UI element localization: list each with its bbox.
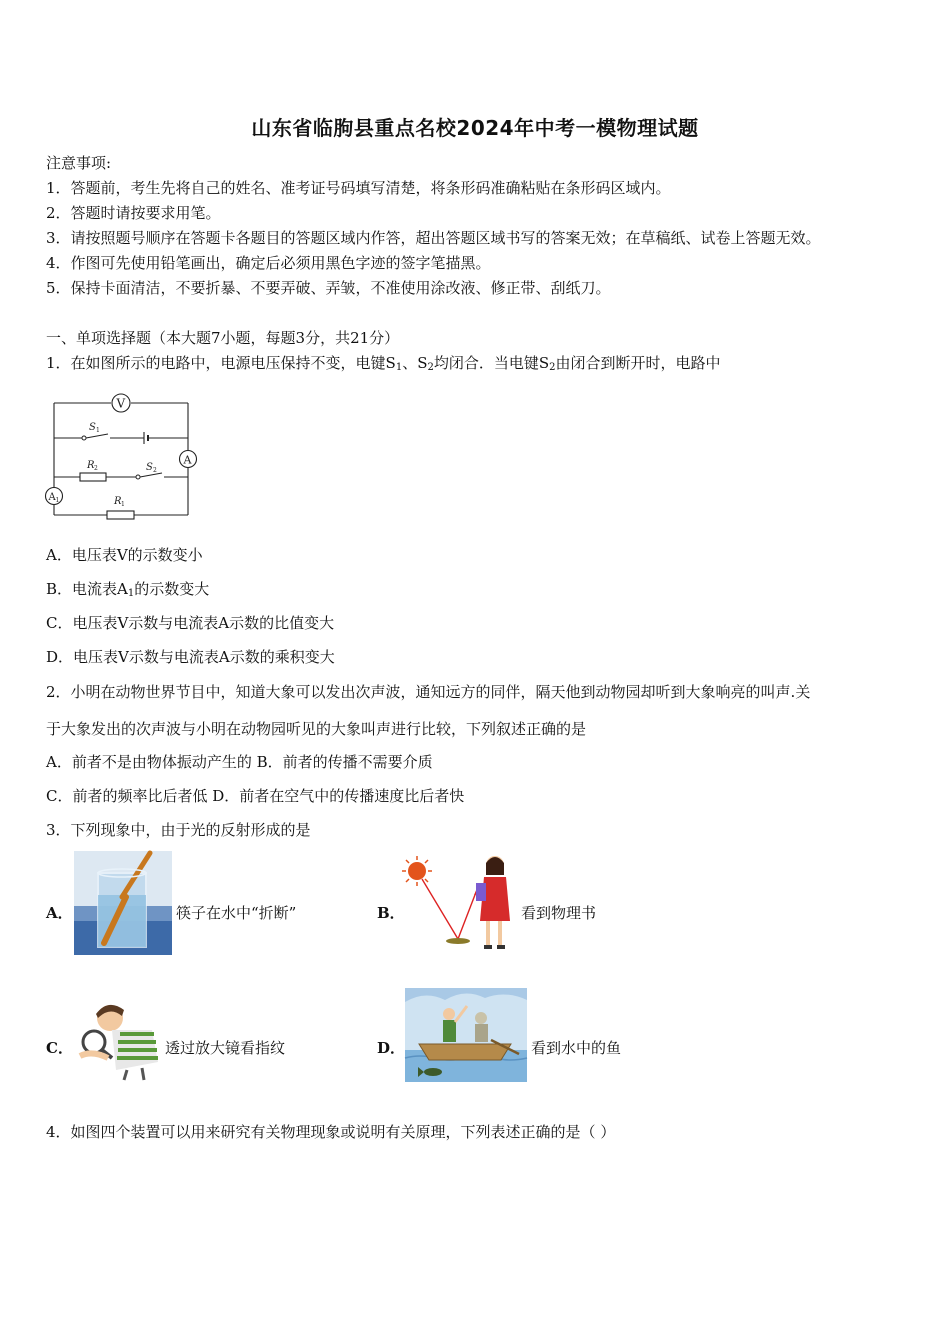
r1-subscript: 1 bbox=[121, 501, 125, 508]
q1-circuit-diagram bbox=[44, 393, 204, 523]
q3-option-a-text: 筷子在水中“折断” bbox=[176, 904, 297, 922]
q3-stem: 3．下列现象中，由于光的反射形成的是 bbox=[46, 821, 311, 839]
s1-subscript: 1 bbox=[96, 427, 100, 434]
q2-stem-line2: 于大象发出的次声波与小明在动物园听见的大象叫声进行比较，下列叙述正确的是 bbox=[46, 720, 587, 738]
notice-item: 2．答题时请按要求用笔。 bbox=[46, 204, 221, 222]
q4-stem: 4．如图四个装置可以用来研究有关物理现象或说明有关原理，下列表述正确的是（ ） bbox=[46, 1123, 616, 1141]
q3-option-a-label[interactable]: A． bbox=[46, 904, 73, 922]
q3-option-c-text: 透过放大镜看指纹 bbox=[165, 1039, 286, 1057]
notice-item: 5．保持卡面清洁，不要折暴、不要弄破、弄皱，不准使用涂改液、修正带、刮纸刀。 bbox=[46, 279, 611, 297]
q3-option-c-label[interactable]: C． bbox=[46, 1039, 73, 1057]
q2-stem-line1: 2．小明在动物世界节目中，知道大象可以发出次声波，通知远方的同伴，隔天他到动物园却听到大象响亮的叫声.关 bbox=[46, 683, 811, 701]
r1-label: R bbox=[114, 496, 122, 507]
q3-option-b-text: 看到物理书 bbox=[521, 904, 597, 922]
voltmeter-label: V bbox=[116, 396, 126, 411]
ammeter-label: A bbox=[183, 453, 192, 467]
ammeter1-label: A bbox=[48, 492, 56, 503]
r2-subscript: 2 bbox=[94, 465, 98, 472]
notice-item: 1．答题前，考生先将自己的姓名、准考证号码填写清楚，将条形码准确粘贴在条形码区域内。 bbox=[46, 179, 671, 197]
notice-heading: 注意事项: bbox=[46, 154, 112, 172]
r2-label: R bbox=[87, 460, 95, 471]
ammeter1-subscript: 1 bbox=[55, 497, 60, 504]
q2-options-cd[interactable]: C．前者的频率比后者低 D．前者在空气中的传播速度比后者快 bbox=[46, 787, 465, 805]
s2-subscript: 2 bbox=[153, 467, 157, 474]
s2-label: S bbox=[146, 462, 153, 473]
q1-option-b[interactable]: B．电流表$A_1$的示数变大 bbox=[46, 580, 210, 599]
notice-item: 3．请按照题号顺序在答题卡各题目的答题区域内作答，超出答题区域书写的答案无效；在草稿纸、试卷上答题无效。 bbox=[46, 229, 821, 247]
q3-option-d-text: 看到水中的鱼 bbox=[531, 1039, 622, 1057]
q3-option-b-label[interactable]: B． bbox=[377, 904, 405, 922]
notice-item: 4．作图可先使用铅笔画出，确定后必须用黑色字迹的签字笔描黑。 bbox=[46, 254, 491, 272]
chopstick-in-water-image bbox=[74, 851, 172, 955]
section-heading: 一、单项选择题（本大题7小题，每题3分，共21分） bbox=[46, 329, 400, 347]
magnifying-glass-fingerprint-image bbox=[72, 1000, 160, 1080]
q3-option-d-label[interactable]: D． bbox=[377, 1039, 406, 1057]
girl-reading-sunlight-image bbox=[400, 851, 518, 955]
s1-label: S bbox=[89, 422, 96, 433]
q1-option-c[interactable]: C．电压表V示数与电流表A示数的比值变大 bbox=[46, 614, 335, 632]
page-title: 山东省临朐县重点名校2024年中考一模物理试题 bbox=[251, 116, 699, 140]
q2-options-ab[interactable]: A．前者不是由物体振动产生的 B．前者的传播不需要介质 bbox=[46, 753, 433, 771]
q1-option-d[interactable]: D．电压表V示数与电流表A示数的乘积变大 bbox=[46, 648, 335, 666]
q1-stem: 1．在如图所示的电路中，电源电压保持不变，电键$S_1$、$S_2$均闭合．当电键$S_2$由闭合到断开时，电路中 bbox=[46, 354, 721, 373]
q1-option-a[interactable]: A．电压表V的示数变小 bbox=[46, 546, 203, 564]
fish-in-water-boat-image bbox=[405, 988, 527, 1082]
